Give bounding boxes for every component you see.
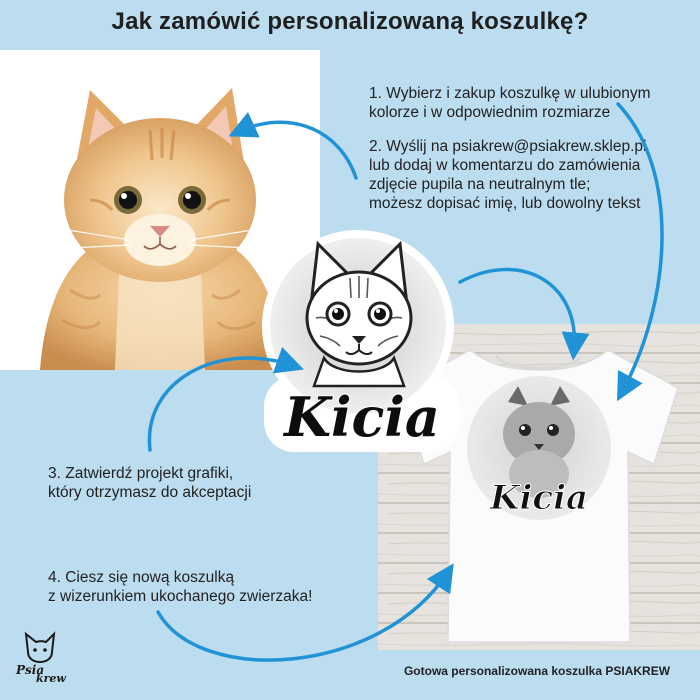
logo-line-2: krew (36, 672, 66, 684)
step-2-line-4: możesz dopisać imię, lub dowolny tekst (369, 195, 641, 212)
tshirt-caption: Gotowa personalizowana koszulka PSIAKREW (403, 664, 671, 678)
step-3-text (48, 464, 251, 502)
logo-line-1: Psia (16, 663, 45, 677)
tshirt-name-text: Kicia (489, 478, 589, 518)
step-1-line-2: kolorze i w odpowiednim rozmiarze (369, 104, 611, 121)
step-2-text (369, 137, 646, 213)
step-3-line-1: 3. Zatwierdź projekt grafiki, (48, 465, 234, 482)
step-2-line-3: zdjęcie pupila na neutralnym tle; (369, 176, 591, 193)
step-1-text (369, 84, 651, 122)
design-sticker (254, 226, 466, 464)
step-4-line-1: 4. Ciesz się nową koszulką (48, 569, 235, 586)
step-2-line-2: lub dodaj w komentarzu do zamówienia (369, 157, 641, 174)
step-1-line-1: 1. Wybierz i zakup koszulkę w ulubionym (369, 85, 651, 102)
step-4-line-2: z wizerunkiem ukochanego zwierzaka! (48, 588, 313, 605)
step-4-text (48, 568, 312, 606)
step-2-line-1: 2. Wyślij na psiakrew@psiakrew.sklep.pl (369, 138, 647, 155)
page-title: Jak zamówić personalizowaną koszulkę? (111, 8, 589, 35)
sticker-name-text: Kicia (284, 385, 440, 449)
cat-logo-icon (12, 624, 68, 684)
step-3-line-2: który otrzymasz do akceptacji (48, 484, 252, 501)
